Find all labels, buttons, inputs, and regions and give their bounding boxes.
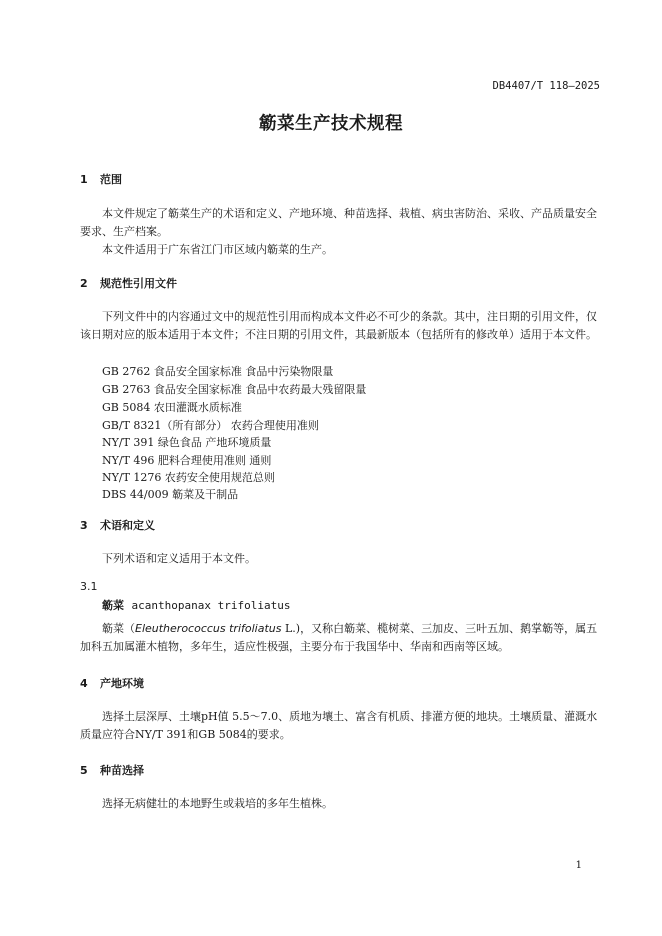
term-english: acanthopanax trifoliatus	[131, 599, 291, 612]
term-chinese: 簕菜	[102, 599, 124, 612]
section-number: 4	[80, 677, 88, 690]
section-2-heading	[80, 275, 177, 291]
reference-item: NY/T 391 绿色食品 产地环境质量	[102, 436, 272, 449]
section-3-paragraph-1: 下列术语和定义适用于本文件。	[102, 552, 256, 565]
section-title: 范围	[100, 173, 122, 186]
reference-item: GB 2763 食品安全国家标准 食品中农药最大残留限量	[102, 383, 367, 396]
section-title: 种苗选择	[100, 764, 144, 777]
document-title: 簕菜生产技术规程	[259, 114, 403, 134]
section-title: 术语和定义	[100, 519, 155, 532]
section-number: 2	[80, 277, 88, 290]
term-entry	[102, 597, 290, 613]
section-1-heading	[80, 171, 122, 187]
reference-item: NY/T 496 肥料合理使用准则 通则	[102, 454, 272, 467]
section-3-heading	[80, 517, 155, 533]
page-number: 1	[575, 860, 582, 871]
section-number: 5	[80, 764, 88, 777]
section-4-heading	[80, 675, 144, 691]
section-1-paragraph-1: 本文件规定了簕菜生产的术语和定义、产地环境、种苗选择、栽植、病虫害防治、采收、产品质量安全要求、生产档案。	[80, 207, 597, 238]
section-1-paragraph-2: 本文件适用于广东省江门市区域内簕菜的生产。	[102, 243, 333, 256]
section-4-paragraph-1: 选择土层深厚、土壤pH值 5.5～7.0、质地为壤土、富含有机质、排灌方便的地块。土壤质量、灌溉水质量应符合NY/T 391和GB 5084的要求。	[80, 710, 598, 741]
reference-item: GB 2762 食品安全国家标准 食品中污染物限量	[102, 365, 334, 378]
section-title: 规范性引用文件	[100, 277, 177, 290]
section-number: 3	[80, 519, 88, 532]
section-2-paragraph-1: 下列文件中的内容通过文中的规范性引用而构成本文件必不可少的条款。其中，注日期的引用文件，仅该日期对应的版本适用于本文件；不注日期的引用文件，其最新版本（包括所有的修改单）适用于本文件。	[80, 310, 597, 341]
reference-item: GB 5084 农田灌溉水质标准	[102, 401, 242, 414]
term-number: 3.1	[80, 580, 98, 593]
section-5-heading	[80, 762, 144, 778]
term-definition	[80, 620, 602, 656]
section-5-paragraph-1: 选择无病健壮的本地野生或栽培的多年生植株。	[102, 797, 333, 810]
section-title: 产地环境	[100, 677, 144, 690]
reference-item: DBS 44/009 簕菜及干制品	[102, 488, 239, 501]
reference-item: NY/T 1276 农药安全使用规范总则	[102, 471, 275, 484]
definition-prefix: 簕菜（	[102, 622, 135, 635]
definition-text: L.)，又称白簕菜、榄树菜、三加皮、三叶五加、鹅掌簕等，属五加科五加属灌木植物，多年生，适应性极强，主要分布于我国华中、华南和西南等区域。	[80, 622, 598, 653]
latin-name: Eleutherococcus trifoliatus	[135, 622, 282, 635]
section-number: 1	[80, 173, 88, 186]
document-number: DB4407/T 118—2025	[492, 80, 600, 92]
reference-item: GB/T 8321（所有部分） 农药合理使用准则	[102, 419, 319, 432]
